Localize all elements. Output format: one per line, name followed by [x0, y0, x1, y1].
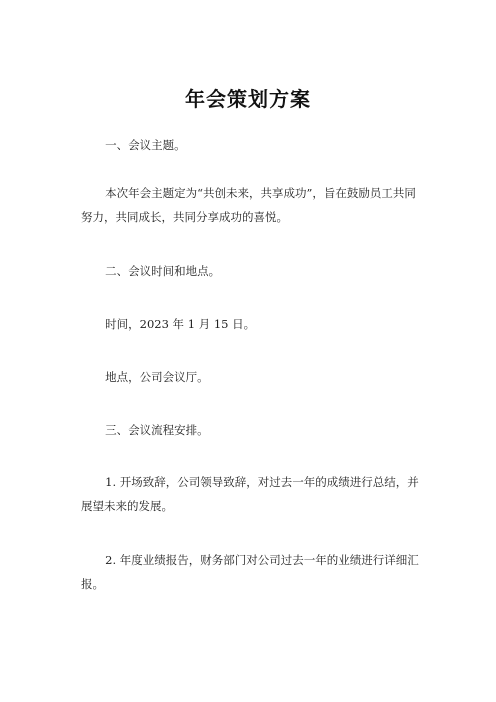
section-heading-agenda: 三、会议流程安排。	[105, 423, 209, 437]
paragraph-theme: 本次年会主题定为“共创未来，共享成功”，旨在鼓励员工共同努力，共同成长，共同分享成功的喜悦。	[81, 186, 416, 224]
paragraph-time: 时间，2023 年 1 月 15 日。	[105, 317, 256, 331]
document-title: 年会策划方案	[185, 87, 311, 111]
paragraph-place: 地点，公司会议厅。	[105, 370, 209, 384]
section-heading-theme: 一、会议主题。	[105, 138, 186, 152]
section-heading-time-place: 二、会议时间和地点。	[105, 264, 221, 278]
agenda-item-2: 2. 年度业绩报告，财务部门对公司过去一年的业绩进行详细汇报。	[81, 553, 419, 591]
agenda-item-1: 1. 开场致辞，公司领导致辞，对过去一年的成绩进行总结，并展望未来的发展。	[81, 475, 419, 513]
